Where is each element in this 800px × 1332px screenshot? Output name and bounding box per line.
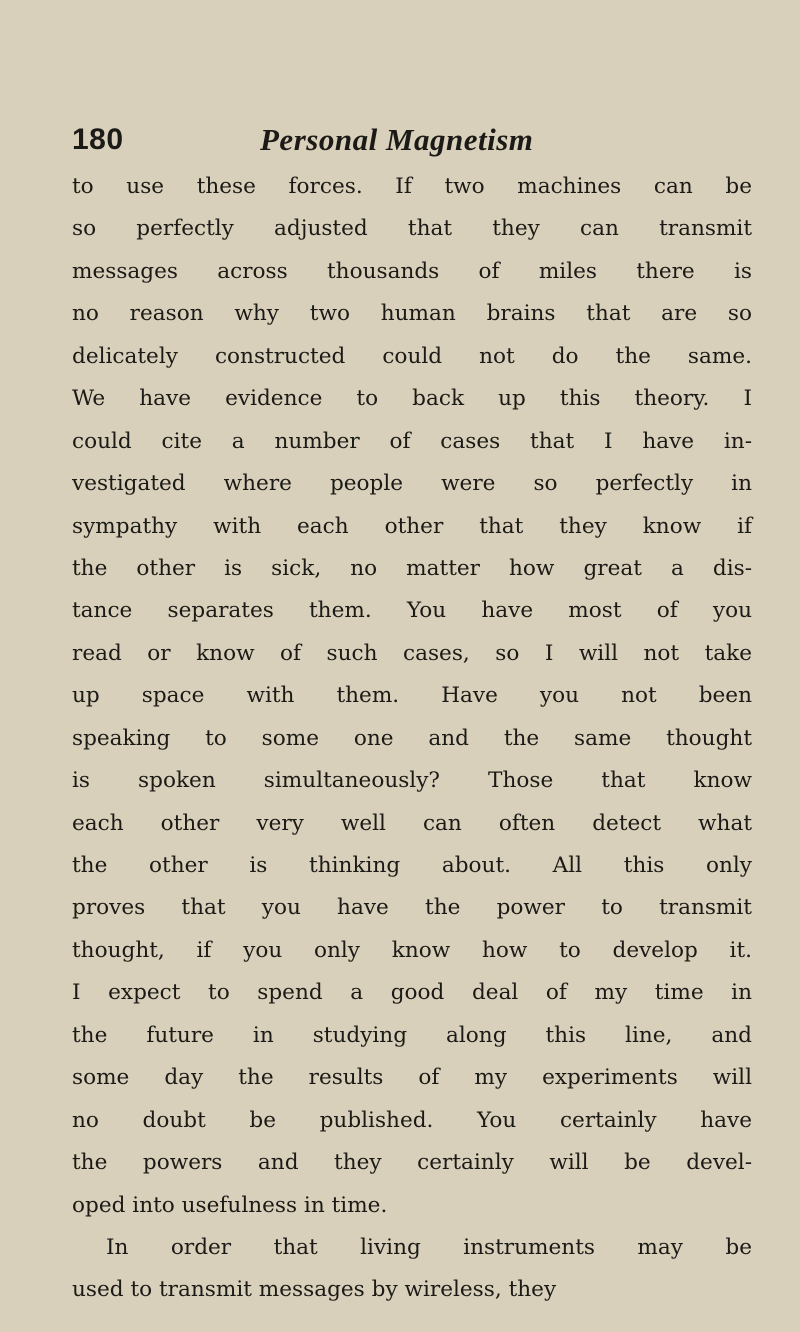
text-line: the other is thinking about. All this only [72,853,752,878]
text-line: no reason why two human brains that are so [72,301,752,327]
text-line: the future in studying along this line, and [72,1022,752,1048]
text-line: the powers and they certainly will be devel- [72,1150,752,1176]
running-title: Personal Magnetism [260,122,534,157]
page-header [72,118,752,162]
text-line: messages across thousands of miles there is [72,258,752,284]
text-line: some day the results of my experiments will [72,1065,752,1091]
text-line: no doubt be published. You certainly have [72,1107,752,1133]
text-line: is spoken simultaneously? Those that know [72,768,752,794]
text-line: In order that living instruments may be [106,1234,752,1260]
text-line: used to transmit messages by wireless, they [72,1277,557,1303]
text-line: so perfectly adjusted that they can transmit [72,216,752,242]
text-line: the other is sick, no matter how great a dis- [72,555,752,581]
text-line: vestigated where people were so perfectly in [72,471,752,497]
text-line: delicately constructed could not do the same. [72,343,752,369]
text-line: could cite a number of cases that I have in- [72,428,752,454]
text-line: We have evidence to back up this theory. I [72,386,752,412]
paragraph [72,1227,752,1312]
text-line: sympathy with each other that they know if [72,513,752,539]
text-line: speaking to some one and the same thought [72,725,752,751]
text-line: to use these forces. If two machines can be [72,174,752,199]
text-line: read or know of such cases, so I will not take [72,640,752,666]
text-line: thought, if you only know how to develop it. [72,937,752,963]
text-line: up space with them. Have you not been [72,683,752,709]
text-line: I expect to spend a good deal of my time in [72,980,752,1006]
paragraph [72,166,752,1227]
body-text [72,166,752,1312]
text-line: tance separates them. You have most of you [72,598,752,624]
text-line: each other very well can often detect what [72,810,752,836]
text-line: oped into usefulness in time. [72,1192,388,1218]
text-line: proves that you have the power to transmit [72,895,752,921]
page-number: 180 [72,123,124,156]
